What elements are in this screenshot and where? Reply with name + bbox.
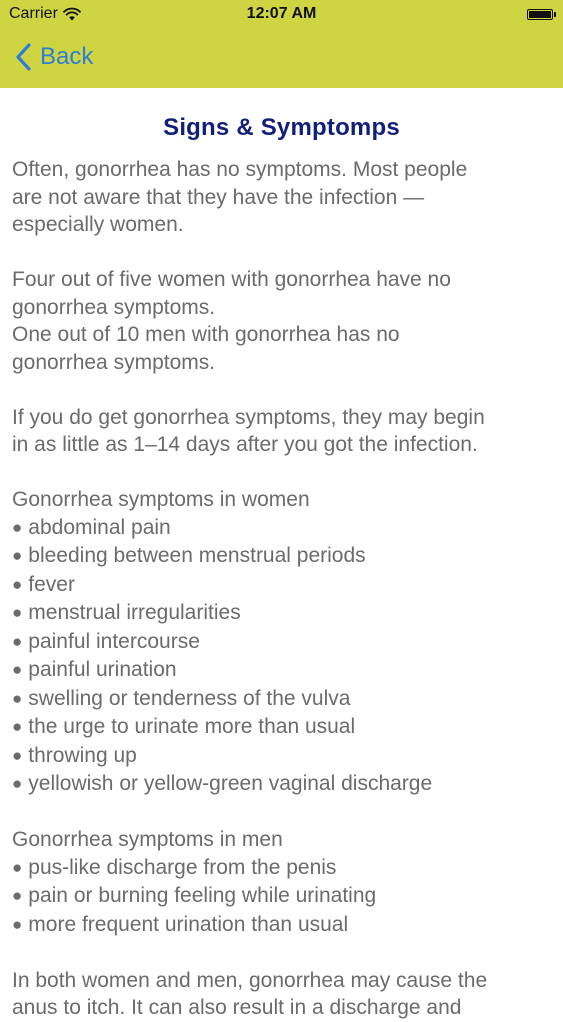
women-symptoms-heading: Gonorrhea symptoms in women xyxy=(12,488,310,511)
men-symptoms-heading: Gonorrhea symptoms in men xyxy=(12,828,283,851)
text-line: In both women and men, gonorrhea may cause the xyxy=(12,968,488,992)
text-line: in as little as 1–14 days after you got the infection. xyxy=(12,433,478,456)
text-line: anus to itch. It can also result in a discharge and xyxy=(12,996,462,1019)
list-item: ● fever xyxy=(12,571,551,600)
onset-paragraph xyxy=(12,404,551,459)
status-bar xyxy=(0,0,563,30)
battery-icon xyxy=(527,9,553,20)
article-content[interactable] xyxy=(0,88,563,1019)
page-title: Signs & Symptomps xyxy=(163,114,400,141)
back-label: Back xyxy=(40,43,94,70)
text-line: especially women. xyxy=(12,213,184,236)
women-symptoms-section xyxy=(12,486,551,799)
list-item: ● abdominal pain xyxy=(12,514,551,543)
men-symptoms-section xyxy=(12,826,551,939)
list-item: ● menstrual irregularities xyxy=(12,599,551,628)
text-line: gonorrhea symptoms. xyxy=(12,350,216,374)
text-line: gonorrhea symptoms. xyxy=(12,295,216,319)
battery-level xyxy=(529,11,551,18)
list-item: ● painful intercourse xyxy=(12,628,551,657)
list-item: ● painful urination xyxy=(12,656,551,685)
article-body xyxy=(0,156,563,1022)
list-item: ● the urge to urinate more than usual xyxy=(12,713,551,742)
list-item: ● pus-like discharge from the penis xyxy=(12,854,551,883)
list-item: ● yellowish or yellow-green vaginal discharge xyxy=(12,770,551,799)
text-line: are not aware that they have the infection — xyxy=(12,185,425,209)
list-item: ● bleeding between menstrual periods xyxy=(12,542,551,571)
statistics-paragraph xyxy=(12,266,551,376)
text-line: Often, gonorrhea has no symptoms. Most people xyxy=(12,158,468,181)
list-item: ● throwing up xyxy=(12,742,551,771)
back-button[interactable] xyxy=(14,40,93,74)
list-item: ● more frequent urination than usual xyxy=(12,911,551,940)
list-item: ● swelling or tenderness of the vulva xyxy=(12,685,551,714)
text-line: Four out of five women with gonorrhea have no xyxy=(12,268,451,291)
navigation-bar xyxy=(0,0,563,88)
men-symptoms-list xyxy=(12,854,551,940)
carrier-label: Carrier xyxy=(9,5,58,22)
list-item: ● pain or burning feeling while urinating xyxy=(12,882,551,911)
closing-paragraph xyxy=(12,967,551,1022)
intro-paragraph xyxy=(12,156,551,239)
text-line: If you do get gonorrhea symptoms, they may begin xyxy=(12,405,485,429)
women-symptoms-list xyxy=(12,514,551,799)
chevron-left-icon xyxy=(14,42,32,72)
status-time: 12:07 AM xyxy=(246,5,317,22)
text-line: One out of 10 men with gonorrhea has no xyxy=(12,323,400,346)
